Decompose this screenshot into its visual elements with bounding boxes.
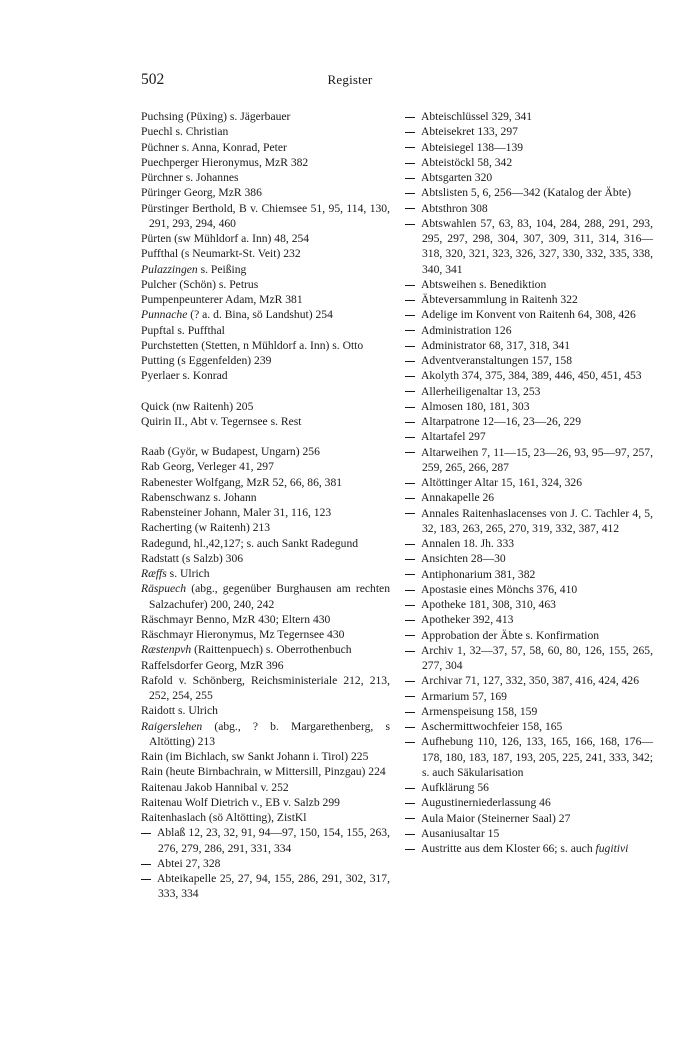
index-entry	[141, 262, 390, 277]
index-entry	[141, 703, 390, 718]
index-entry	[141, 505, 390, 520]
index-entry-text: Raidott s. Ulrich	[141, 704, 218, 718]
index-entry-text: Abteisiegel 138—139	[421, 140, 524, 154]
index-entry-text: Pürstinger Berthold, B v. Chiemsee 51, 95, 114, 130, 291, 293, 294, 460	[141, 201, 390, 230]
index-subentry	[405, 399, 653, 414]
index-entry	[141, 414, 390, 429]
index-entry-text: Raab (Györ, w Budapest, Ungarn) 256	[141, 445, 320, 458]
index-entry	[141, 627, 390, 642]
index-entry	[141, 353, 390, 368]
index-entry	[141, 444, 390, 459]
index-entry-text: Räschmayr Benno, MzR 430; Eltern 430	[141, 612, 331, 626]
index-entry-text: Rabenester Wolfgang, MzR 52, 66, 86, 381	[141, 475, 343, 489]
index-entry-text: Radegund, hl.,42,127; s. auch Sankt Radegund	[141, 536, 359, 550]
index-subentry	[405, 841, 653, 856]
index-entry-text: Abtei 27, 328	[157, 856, 221, 870]
index-entry	[141, 551, 390, 566]
index-entry-text: s. Ulrich	[166, 567, 210, 580]
index-subentry	[405, 124, 653, 139]
index-entry-text: Räschmayr Hieronymus, Mz Tegernsee 430	[141, 628, 345, 641]
index-entry-text: Augustinerniederlassung 46	[421, 796, 551, 810]
index-subentry	[405, 216, 653, 277]
index-entry-text: Racherting (w Raitenh) 213	[141, 521, 271, 535]
index-entry	[141, 155, 390, 170]
index-entry-text: Purchstetten (Stetten, n Mühldorf a. Inn) s. Otto	[141, 338, 364, 352]
index-entry-text: Approbation der Äbte s. Konfirmation	[421, 628, 600, 642]
index-entry-text: Rain (heute Birnbachrain, w Mittersill, Pinzgau) 224	[141, 765, 386, 779]
index-entry	[141, 140, 390, 155]
index-entry-text: Raffelsdorfer Georg, MzR 396	[141, 658, 284, 672]
index-entry-text: Adelige im Konvent von Raitenh 64, 308, 426	[421, 308, 636, 322]
index-entry-text: Radstatt (s Salzb) 306	[141, 551, 244, 565]
index-subentry	[405, 277, 653, 292]
index-entry-text: Puechperger Hieronymus, MzR 382	[141, 155, 309, 169]
index-entry	[141, 764, 390, 779]
index-subentry	[405, 109, 653, 124]
index-entry	[141, 749, 390, 764]
index-entry	[141, 520, 390, 535]
index-entry-text: Administrator 68, 317, 318, 341	[421, 338, 571, 352]
index-entry	[141, 566, 390, 581]
index-entry-text: Altarpatrone 12—16, 23—26, 229	[421, 415, 582, 428]
index-subentry	[405, 185, 653, 200]
index-entry	[141, 490, 390, 505]
index-entry	[141, 124, 390, 139]
index-entry-text: Akolyth 374, 375, 384, 389, 446, 450, 451, 453	[421, 369, 642, 383]
index-entry-text: Raitenau Jakob Hannibal v. 252	[141, 780, 289, 794]
index-entry	[141, 399, 390, 414]
index-entry	[141, 231, 390, 246]
index-subentry	[405, 201, 653, 216]
index-entry-text: (? a. d. Bina, sö Landshut) 254	[187, 308, 333, 322]
index-subentry	[405, 704, 653, 719]
index-subentry	[405, 506, 653, 537]
index-entry-text: Altarweihen 7, 11—15, 23—26, 93, 95—97, 257, 259, 265, 266, 287	[421, 445, 653, 474]
index-headword: Raigerslehen	[141, 719, 203, 733]
index-entry-text: (abg., ? b. Margarethenberg, s Altötting) 213	[149, 719, 390, 748]
index-entry	[141, 338, 390, 353]
index-headword: Ræstenpvh	[141, 643, 192, 657]
index-entry	[141, 658, 390, 673]
index-entry-text: Aufklärung 56	[421, 781, 489, 794]
index-entry-text: Abteistöckl 58, 342	[421, 155, 513, 169]
index-entry-text: s. Peißing	[197, 262, 247, 276]
index-entry	[141, 536, 390, 551]
index-column-left	[141, 109, 390, 902]
index-entry-text: Apotheke 181, 308, 310, 463	[421, 598, 556, 611]
index-subentry	[405, 795, 653, 810]
index-entry-text: Rafold v. Schönberg, Reichsministeriale 212, 213, 252, 254, 255	[141, 673, 390, 702]
index-entry	[141, 246, 390, 261]
index-entry	[141, 368, 390, 383]
index-subentry	[405, 475, 653, 490]
index-subentry	[405, 429, 653, 444]
index-entry	[141, 185, 390, 200]
index-entry-text: Puechl s. Christian	[141, 125, 229, 139]
index-entry-text: Apostasie eines Mönchs 376, 410	[421, 582, 578, 596]
index-entry-text: Aula Maior (Steinerner Saal) 27	[421, 811, 571, 825]
index-entry-text: Abtswahlen 57, 63, 83, 104, 284, 288, 291, 293, 295, 297, 298, 304, 307, 309, 311, 314, 316—318, 320, 321, 323, 326, 327, 330, 332, 335, 338, 340, 341	[421, 216, 653, 276]
index-entry	[141, 612, 390, 627]
index-subentry	[405, 140, 653, 155]
index-entry-text: Altöttinger Altar 15, 161, 324, 326	[421, 476, 583, 489]
index-entry	[141, 780, 390, 795]
index-subentry	[141, 825, 390, 856]
index-subentry	[405, 490, 653, 505]
index-entry	[141, 307, 390, 322]
index-subentry	[405, 811, 653, 826]
index-entry-text: Ausaniusaltar 15	[421, 826, 500, 840]
index-subentry	[405, 368, 653, 383]
index-entry	[141, 109, 390, 124]
index-entry-text: Aufhebung 110, 126, 133, 165, 166, 168, 176—178, 180, 183, 187, 193, 205, 225, 241, 333, 342; s. auch Säkularisation	[421, 735, 653, 779]
index-subentry	[405, 612, 653, 627]
index-entry-text: Rab Georg, Verleger 41, 297	[141, 460, 274, 474]
index-subentry	[405, 551, 653, 566]
index-entry-text: Armarium 57, 169	[421, 689, 507, 703]
index-entry-text: Pumpenpeunterer Adam, MzR 381	[141, 293, 303, 306]
index-entry-text: Abtsthron 308	[421, 201, 488, 215]
index-entry-text: Antiphonarium 381, 382	[421, 567, 536, 581]
index-headword: Ræffs	[141, 567, 167, 580]
index-entry-text: Annalen 18. Jh. 333	[421, 537, 515, 550]
index-entry-text: Abtslisten 5, 6, 256—342 (Katalog der Äbte)	[421, 186, 631, 200]
index-entry-text: Rain (im Bichlach, sw Sankt Johann i. Tirol) 225	[141, 750, 369, 763]
index-entry-text: (Raittenpuech) s. Oberrothenbuch	[191, 643, 352, 657]
index-entry-text: Rabensteiner Johann, Maler 31, 116, 123	[141, 506, 332, 519]
index-crossref: fugitivi	[595, 842, 629, 855]
index-subentry	[405, 338, 653, 353]
index-entry-text: Puffthal (s Neumarkt-St. Veit) 232	[141, 247, 301, 261]
index-entry-text: Püringer Georg, MzR 386	[141, 186, 262, 200]
index-subentry	[141, 856, 390, 871]
index-subentry	[405, 384, 653, 399]
index-entry	[141, 810, 390, 825]
index-entry	[141, 795, 390, 810]
letter-section-gap	[141, 384, 390, 399]
index-entry-text: Almosen 180, 181, 303	[421, 399, 530, 413]
index-subentry	[405, 414, 653, 429]
index-entry-text: Archivar 71, 127, 332, 350, 387, 416, 424, 426	[421, 674, 640, 688]
index-entry-text: Armenspeisung 158, 159	[421, 704, 538, 718]
index-entry	[141, 475, 390, 490]
index-entry-text: Pyerlaer s. Konrad	[141, 369, 228, 383]
index-entry	[141, 673, 390, 704]
running-title: Register	[327, 72, 373, 87]
index-subentry	[405, 567, 653, 582]
index-subentry	[405, 628, 653, 643]
index-entry-text: Pulcher (Schön) s. Petrus	[141, 277, 259, 291]
letter-section-gap	[141, 429, 390, 444]
index-subentry	[405, 597, 653, 612]
index-entry-text: Äbteversammlung in Raitenh 322	[421, 293, 578, 306]
index-entry-text: Altartafel 297	[421, 430, 486, 444]
index-column-right	[405, 109, 653, 856]
index-subentry	[141, 871, 390, 902]
index-entry-text: Administration 126	[421, 323, 512, 337]
index-entry	[141, 719, 390, 750]
index-entry-text: Allerheiligenaltar 13, 253	[421, 384, 541, 398]
index-subentry	[405, 353, 653, 368]
index-entry-text: Abtsweihen s. Benediktion	[421, 277, 547, 291]
index-subentry	[405, 307, 653, 322]
index-subentry	[405, 734, 653, 780]
index-entry	[141, 323, 390, 338]
index-entry-text: Annakapelle 26	[421, 491, 495, 505]
index-subentry	[405, 689, 653, 704]
index-headword: Punnache	[141, 308, 188, 322]
index-subentry	[405, 780, 653, 795]
index-entry-text: Püchner s. Anna, Konrad, Peter	[141, 140, 287, 154]
index-entry-text: Quirin II., Abt v. Tegernsee s. Rest	[141, 414, 302, 428]
index-subentry	[405, 155, 653, 170]
index-entry-text: Pürten (sw Mühldorf a. Inn) 48, 254	[141, 232, 310, 245]
index-entry	[141, 277, 390, 292]
index-entry-text: Adventveranstaltungen 157, 158	[421, 354, 573, 367]
index-headword: Räspuech	[141, 582, 187, 596]
index-entry	[141, 581, 390, 612]
index-subentry	[405, 323, 653, 338]
index-entry-text: (abg., gegenüber Burghausen am rechten Salzachufer) 200, 240, 242	[149, 582, 390, 611]
index-entry-text: Abteischlüssel 329, 341	[421, 110, 533, 123]
index-entry	[141, 201, 390, 232]
index-entry	[141, 292, 390, 307]
index-entry-text: Raitenhaslach (sö Altötting), ZistKl	[141, 811, 307, 824]
index-subentry	[405, 582, 653, 597]
index-entry	[141, 170, 390, 185]
index-entry-text: Aschermittwochfeier 158, 165	[421, 720, 563, 733]
index-entry-text: Archiv 1, 32—37, 57, 58, 60, 80, 126, 155, 265, 277, 304	[421, 643, 653, 672]
index-subentry	[405, 719, 653, 734]
index-entry-text: Austritte aus dem Kloster 66; s. auch	[421, 842, 593, 855]
index-entry	[141, 459, 390, 474]
index-subentry	[405, 643, 653, 674]
index-subentry	[405, 673, 653, 688]
index-entry-text: Pupftal s. Puffthal	[141, 323, 225, 337]
index-subentry	[405, 826, 653, 841]
index-subentry	[405, 445, 653, 476]
index-entry-text: Pürchner s. Johannes	[141, 171, 239, 184]
index-entry-text: Puchsing (Püxing) s. Jägerbauer	[141, 110, 291, 123]
index-entry-text: Ablaß 12, 23, 32, 91, 94—97, 150, 154, 155, 263, 276, 279, 286, 291, 331, 334	[157, 826, 390, 855]
index-subentry	[405, 170, 653, 185]
index-entry	[141, 642, 390, 657]
index-entry-text: Ansichten 28—30	[421, 552, 506, 566]
index-headword: Pulazzingen	[141, 262, 198, 276]
index-entry-text: Abteikapelle 25, 27, 94, 155, 286, 291, 302, 317, 333, 334	[157, 872, 390, 901]
page-number: 502	[141, 71, 165, 88]
index-subentry	[405, 292, 653, 307]
index-entry-text: Rabenschwanz s. Johann	[141, 490, 257, 504]
index-entry-text: Raitenau Wolf Dietrich v., EB v. Salzb 299	[141, 795, 340, 809]
index-entry-text: Annales Raitenhaslacenses von J. C. Tachler 4, 5, 32, 183, 263, 265, 270, 319, 332, 387, 412	[421, 506, 653, 535]
index-entry-text: Putting (s Eggenfelden) 239	[141, 354, 272, 367]
index-subentry	[405, 536, 653, 551]
index-entry-text: Abteisekret 133, 297	[421, 125, 518, 139]
index-entry-text: Abtsgarten 320	[421, 171, 493, 184]
index-entry-text: Quick (nw Raitenh) 205	[141, 399, 254, 413]
index-entry-text: Apotheker 392, 413	[421, 613, 514, 627]
